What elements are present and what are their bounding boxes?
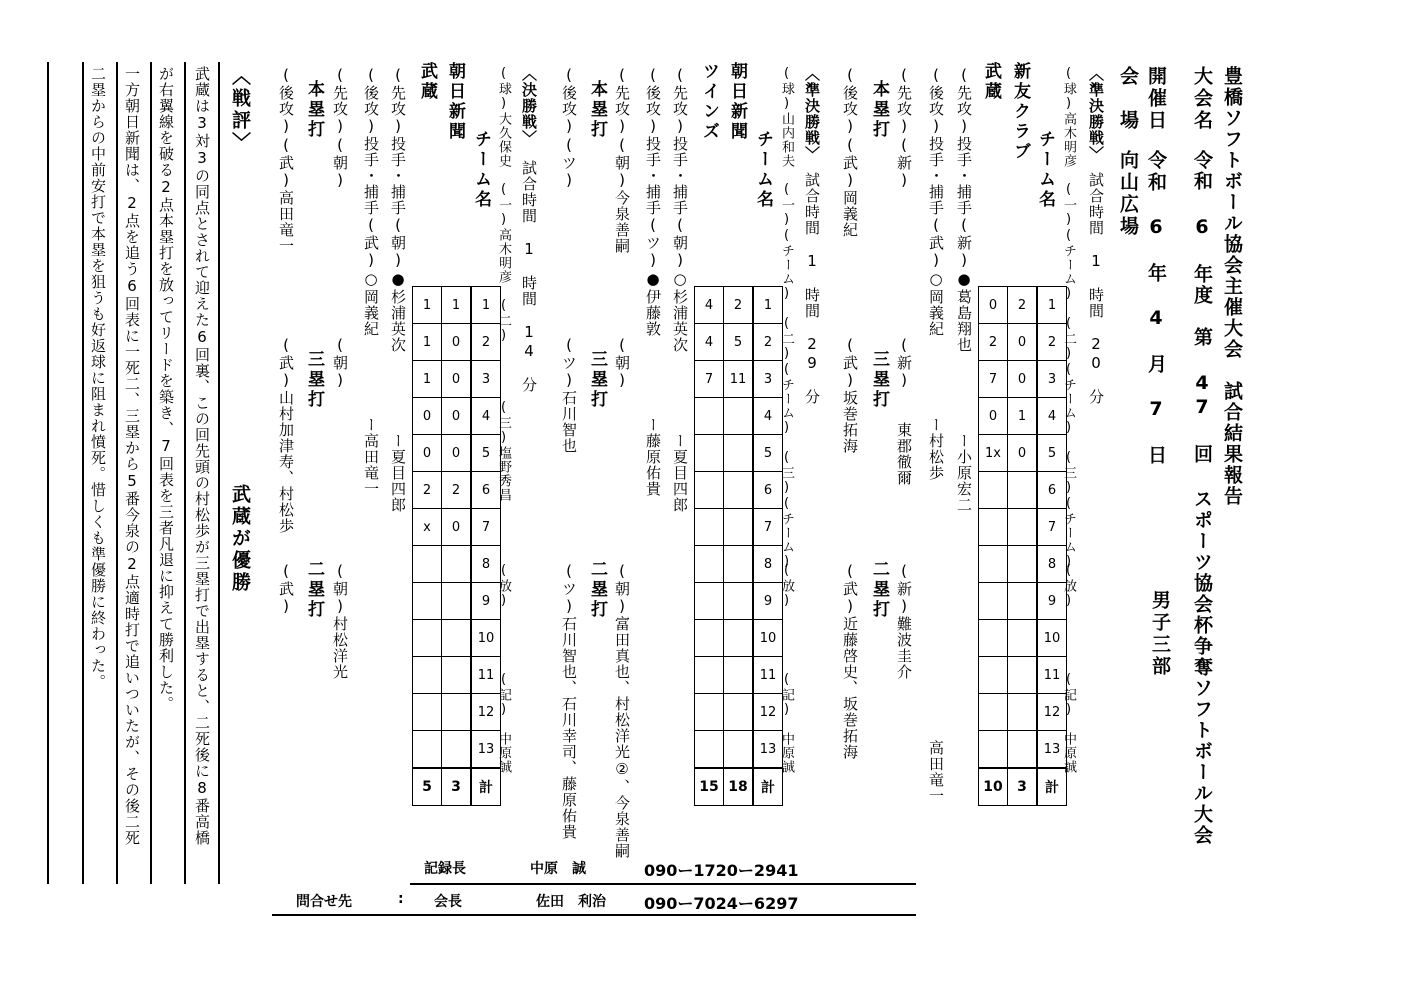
inning-score: 1 [1008,398,1038,435]
divider [82,62,84,884]
inning-row [979,509,1067,546]
broadcast-label: (放) [496,563,511,609]
total-label: 計 [753,768,783,806]
inning-row [979,620,1067,657]
inning-score [979,472,1008,509]
inning-score [1008,546,1038,583]
inning-score: 2 [413,472,442,509]
inning-score: 4 [695,287,724,324]
inning-score [724,731,754,769]
hr-label: 本塁打 [304,80,324,140]
inning-row [979,583,1067,620]
contact-label: 問合せ先 [296,894,352,910]
inning-number: 13 [753,731,783,769]
team-name-label: チーム名 [1035,130,1055,210]
inning-score [1008,509,1038,546]
inning-number: 12 [1037,694,1067,731]
inning-score: 2 [1008,287,1038,324]
triple-label: 三塁打 [304,350,324,410]
game-time: 試合時間 1 時間 14 分 [520,160,538,393]
inning-row [413,324,501,361]
inning-score [695,731,724,769]
scoreboard [412,286,501,806]
divider [272,914,916,916]
inning-score [1008,657,1038,694]
total-row [695,768,783,806]
team-bottom: 武蔵 [417,62,437,102]
inning-score [724,657,754,694]
inning-score [979,731,1008,769]
inning-score: 0 [442,435,472,472]
triple-top: (朝) [331,336,349,390]
total-bottom: 10 [979,768,1008,806]
batteries-top: (先攻)投手・捕手(新)●葛島翔也 ー小原宏二 [955,66,973,513]
divider [47,62,49,884]
inning-number: 3 [471,361,501,398]
inning-number: 6 [471,472,501,509]
team-name-label: チーム名 [753,130,773,210]
recorder-label: 記録長 [424,861,466,877]
inning-score [979,657,1008,694]
inning-row [979,324,1067,361]
total-bottom: 15 [695,768,724,806]
inning-score [724,546,754,583]
scorer: (記) 中原誠 [496,672,511,774]
double-label: 二塁打 [304,560,324,620]
double-bottom: (ツ)石川智也、石川幸司、藤原佑貴 [560,562,578,840]
total-label: 計 [1037,768,1067,806]
inning-score: 11 [724,361,754,398]
inning-row [979,694,1067,731]
inning-score [695,694,724,731]
hr-top: (先攻)(朝) [331,66,349,190]
inning-score [1008,694,1038,731]
inning-score: 0 [1008,361,1038,398]
double-top: (新)難波圭介 [895,562,913,680]
total-top: 18 [724,768,754,806]
hr-bottom: (後攻)(武)岡義紀 [841,66,859,238]
inning-score: 0 [442,509,472,546]
inning-score [695,472,724,509]
inning-score: 1 [413,324,442,361]
review-line-3: 一方朝日新聞は、2点を追う6回表に一死二、三塁から5番今泉の2点適時打で追いついたが、その後二死 [123,66,141,846]
double-label: 二塁打 [869,560,889,620]
inning-row [979,361,1067,398]
inning-row [413,583,501,620]
inning-score [442,657,472,694]
triple-bottom: (武)坂巻拓海 [841,336,859,454]
batteries-top: (先攻)投手・捕手(朝)○杉浦英次 ー夏目四郎 [671,66,689,513]
inning-number: 2 [1037,324,1067,361]
inning-number: 1 [753,287,783,324]
inning-row [695,620,783,657]
president-name: 佐田 利治 [536,894,606,910]
inning-row [413,657,501,694]
inning-score [1008,472,1038,509]
scorer: (記) 中原誠 [779,672,794,774]
inning-number: 12 [753,694,783,731]
recorder-name: 中原 誠 [530,861,586,877]
president-phone: 090ー7024ー6297 [644,894,799,913]
broadcast-label: (放) [1061,563,1076,609]
triple-label: 三塁打 [587,350,607,410]
inning-score: 2 [724,287,754,324]
inning-row [695,324,783,361]
inning-number: 9 [471,583,501,620]
inning-score: 2 [979,324,1008,361]
total-bottom: 5 [413,768,442,806]
inning-score [695,509,724,546]
hr-top: (先攻)(朝)今泉善嗣 [613,66,631,254]
inning-score [413,546,442,583]
umpires: (球)大久保史 (一)高木明彦 (二) (三)塩野秀昌 [496,66,511,502]
divider [410,883,916,885]
inning-score [1008,620,1038,657]
recorder-phone: 090ー1720ー2941 [644,861,799,880]
inning-number: 10 [471,620,501,657]
contact-colon: : [398,891,404,907]
double-bottom: (武) [277,562,295,616]
inning-row [979,435,1067,472]
inning-row [413,398,501,435]
inning-row [413,731,501,769]
batteries-bottom: (後攻)投手・捕手(武)○岡義紀 ー高田竜一 [362,66,380,497]
batteries-top: (先攻)投手・捕手(朝)●杉浦英次 ー夏目四郎 [389,66,407,513]
venue: 向山広場 [1117,150,1139,238]
inning-number: 8 [753,546,783,583]
inning-score: 1x [979,435,1008,472]
inning-score [695,583,724,620]
inning-score: 7 [695,361,724,398]
inning-score: 7 [979,361,1008,398]
taikai-name: 令和 6 年度 第 47 回 スポーツ協会杯争奪ソフトボール大会 [1191,150,1213,846]
triple-bottom: (武)山村加津寿、村松歩 [277,336,295,534]
total-top: 3 [1008,768,1038,806]
inning-score [442,731,472,769]
inning-number: 11 [1037,657,1067,694]
page-title: 豊橋ソフトボール協会主催大会 試合結果報告 [1221,66,1243,507]
inning-score: 4 [695,324,724,361]
inning-number: 5 [471,435,501,472]
batteries-bottom: (後攻)投手・捕手(ツ)●伊藤敦 ー藤原佑貴 [644,66,662,497]
inning-row [979,657,1067,694]
divider [184,62,186,884]
president-label: 会長 [434,894,462,910]
double-top: (朝)富田真也、村松洋光②、今泉善嗣 [613,562,631,859]
inning-score: 1 [442,287,472,324]
inning-row [695,657,783,694]
double-bottom: (武)近藤啓史、坂巻拓海 [841,562,859,760]
divider [218,62,220,884]
inning-score [724,509,754,546]
inning-score [724,435,754,472]
inning-row [413,509,501,546]
inning-score [695,620,724,657]
review-heading: 〈戦評〉 [229,66,251,154]
total-label: 計 [471,768,501,806]
review-line-2: が右翼線を破る2点本塁打を放ってリードを築き、7回表を三者凡退に抑えて勝利した。 [157,66,175,712]
inning-row [413,472,501,509]
inning-score [442,694,472,731]
hr-top: (新) [895,136,913,190]
inning-number: 7 [753,509,783,546]
inning-score [1008,731,1038,769]
round-label: 〈決勝戦〉 [520,66,538,146]
inning-number: 1 [471,287,501,324]
inning-number: 1 [1037,287,1067,324]
inning-number: 11 [471,657,501,694]
inning-score: 0 [442,324,472,361]
total-row [979,768,1067,806]
inning-score [695,546,724,583]
divider [150,62,152,884]
total-row [413,768,501,806]
inning-score [979,546,1008,583]
inning-number: 10 [753,620,783,657]
inning-score: 0 [979,398,1008,435]
inning-score: 5 [724,324,754,361]
inning-number: 8 [471,546,501,583]
hr-label: 本塁打 [869,80,889,140]
inning-row [413,435,501,472]
inning-row [979,546,1067,583]
inning-number: 11 [753,657,783,694]
inning-row [979,731,1067,769]
inning-number: 7 [471,509,501,546]
hr-bottom: (後攻)(武)高田竜一 [277,66,295,254]
inning-number: 13 [471,731,501,769]
divider [116,62,118,884]
batteries-bottom: (後攻)投手・捕手(武)○岡義紀 ー村松歩 [927,66,945,481]
inning-row [413,620,501,657]
inning-score [413,657,442,694]
inning-number: 9 [1037,583,1067,620]
inning-score [413,620,442,657]
inning-row [695,546,783,583]
hr-bottom: (後攻)(ツ) [560,66,578,190]
division: 男子三部 [1149,590,1171,678]
inning-number: 5 [1037,435,1067,472]
inning-score: 1 [413,287,442,324]
round-label: 〈準決勝戦〉 [803,66,821,162]
inning-score [442,583,472,620]
inning-number: 4 [1037,398,1067,435]
inning-score [724,694,754,731]
inning-row [979,472,1067,509]
inning-score [413,694,442,731]
inning-score: 0 [1008,435,1038,472]
inning-number: 5 [753,435,783,472]
inning-row [413,546,501,583]
inning-number: 8 [1037,546,1067,583]
inning-row [695,435,783,472]
triple-top: (新) 東郡徹爾 [895,336,913,486]
inning-row [413,694,501,731]
scorer: (記) 中原誠 [1061,672,1076,774]
team-top: 新友クラブ [1010,62,1030,162]
inning-score [442,620,472,657]
inning-score [979,620,1008,657]
umpires: (球)山内和夫 (一)(チーム) (二)(チーム) (三)(チーム) [779,66,794,570]
hr-label: 本塁打 [587,80,607,140]
inning-score [724,398,754,435]
game-time: 試合時間 1 時間 20 分 [1087,172,1105,405]
inning-score [724,472,754,509]
inning-number: 7 [1037,509,1067,546]
inning-row [695,472,783,509]
inning-score: 0 [413,435,442,472]
inning-number: 4 [471,398,501,435]
inning-score: 0 [1008,324,1038,361]
inning-score [1008,583,1038,620]
inning-score [695,657,724,694]
venue-label: 会 場 [1117,66,1139,132]
inning-number: 13 [1037,731,1067,769]
review-line-1: 武蔵は3対3の同点とされて迎えた6回裏、この回先頭の村松歩が三塁打で出塁すると、二死後に8番高橋 [193,66,211,846]
inning-score [979,509,1008,546]
inning-score: 0 [442,398,472,435]
winner-announcement: 武蔵が優勝 [229,484,251,594]
inning-number: 12 [471,694,501,731]
inning-score: 2 [442,472,472,509]
inning-score: x [413,509,442,546]
inning-score [979,694,1008,731]
inning-row [695,694,783,731]
inning-score: 0 [979,287,1008,324]
inning-row [413,361,501,398]
inning-row [695,398,783,435]
team-bottom: 武蔵 [981,62,1001,102]
broadcast-label: (放) [779,563,794,609]
inning-row [695,287,783,324]
inning-row [979,398,1067,435]
date-label: 開催日 [1145,66,1167,132]
inning-score [442,546,472,583]
inning-row [695,509,783,546]
team-name-label: チーム名 [471,130,491,210]
review-line-4: 二塁からの中前安打で本塁を狙うも好返球に阻まれ憤死。惜しくも準優勝に終わった。 [89,66,107,690]
inning-score: 0 [442,361,472,398]
team-top: 朝日新聞 [445,62,465,142]
inning-score [695,435,724,472]
inning-row [695,361,783,398]
inning-number: 9 [753,583,783,620]
team-top: 朝日新聞 [727,62,747,142]
inning-score [724,583,754,620]
round-label: 〈準決勝戦〉 [1087,66,1105,162]
inning-number: 2 [753,324,783,361]
game-time: 試合時間 1 時間 29 分 [803,172,821,405]
extra-name: 高田竜一 [927,740,945,804]
triple-top: (朝) [613,336,631,390]
inning-score: 1 [413,361,442,398]
inning-number: 4 [753,398,783,435]
double-top: (朝)村松洋光 [331,562,349,680]
umpires: (球)高木明彦 (一)(チーム) (二)(チーム) (三)(チーム) [1061,66,1076,570]
inning-score [979,583,1008,620]
inning-score: 0 [413,398,442,435]
event-date: 令和 6 年 4 月 7 日 [1145,150,1167,467]
inning-score [724,620,754,657]
inning-score [413,583,442,620]
triple-bottom: (ツ)石川智也 [560,336,578,454]
inning-score [413,731,442,769]
inning-number: 3 [753,361,783,398]
double-label: 二塁打 [587,560,607,620]
triple-label: 三塁打 [869,350,889,410]
inning-row [979,287,1067,324]
scoreboard [978,286,1067,806]
inning-number: 10 [1037,620,1067,657]
inning-number: 3 [1037,361,1067,398]
inning-number: 2 [471,324,501,361]
inning-row [413,287,501,324]
inning-row [695,583,783,620]
total-top: 3 [442,768,472,806]
taikai-label: 大会名 [1191,66,1213,132]
inning-score [695,398,724,435]
inning-row [695,731,783,769]
senko-tag: (先攻) [895,66,913,136]
inning-number: 6 [753,472,783,509]
inning-number: 6 [1037,472,1067,509]
team-bottom: ツインズ [699,62,719,142]
scoreboard [694,286,783,806]
